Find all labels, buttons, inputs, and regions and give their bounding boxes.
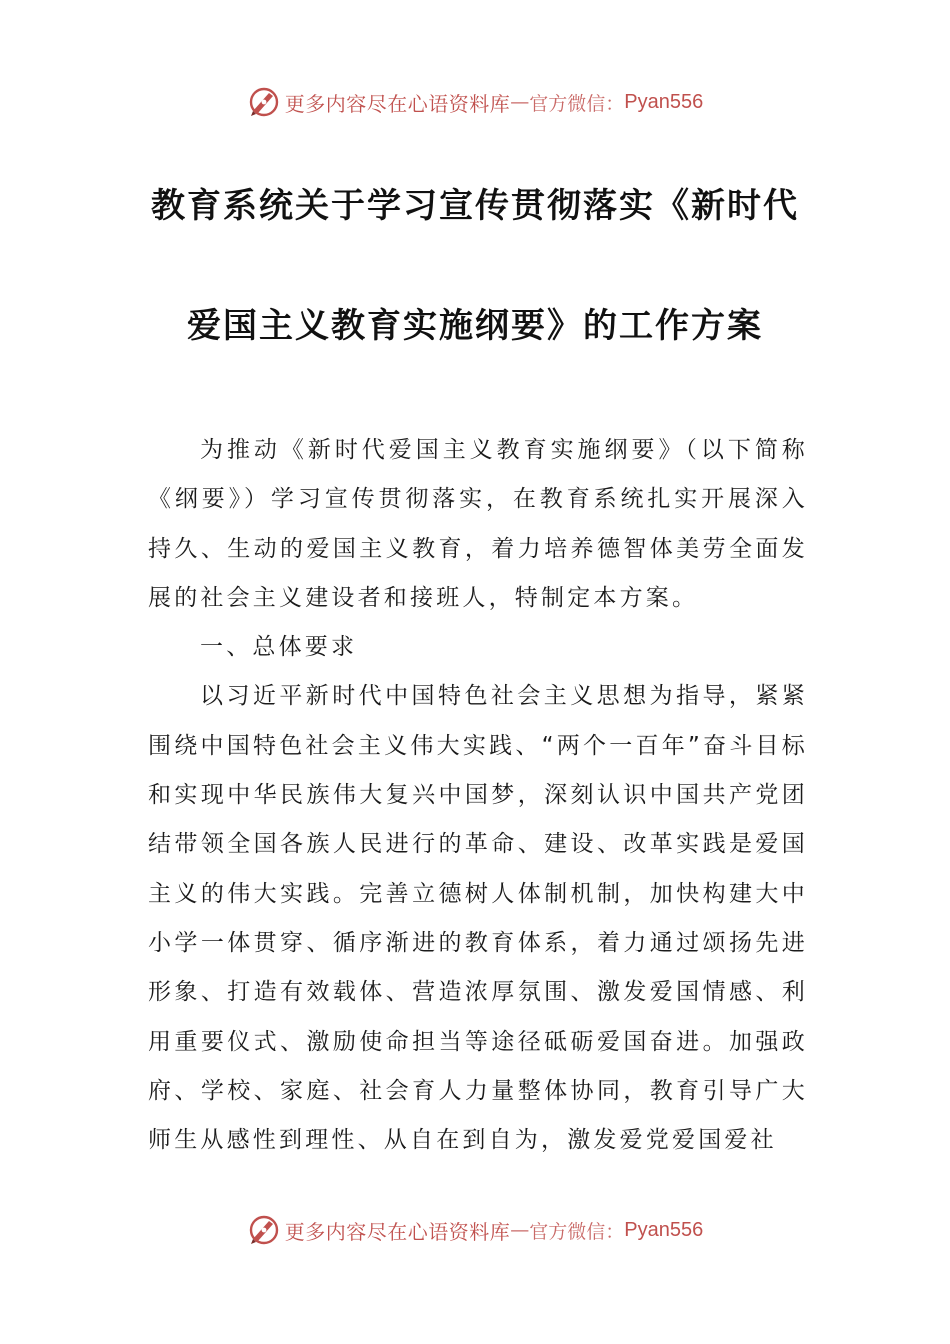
header-banner: [0, 82, 950, 122]
banner-separator: —: [510, 91, 530, 113]
footer-banner: [0, 1210, 950, 1250]
banner-sub: 官方微信：: [529, 92, 625, 115]
doc-title-line-1: 教育系统关于学习宣传贯彻落实《新时代: [151, 186, 799, 226]
paragraph-requirements: 以习近平新时代中国特色社会主义思想为指导，紧紧围绕中国特色社会主义伟大实践、“两个一百年”奋斗目标和实现中华民族伟大复兴中国梦，深刻认识中国共产党团结带领全国各族人民进行的革命、建设、改革实践是爱国主义的伟大实践。完善立德树人体制机制，加快构建大中小学一体贯穿、循序渐进的教育体系，着力通过颂扬先进形象、打造有效载体、营造浓厚氛围、激发爱国情感、利用重要仪式、激励使命担当等途径砥砺爱国奋进。加强政府、学校、家庭、社会育人力量整体协同，教育引导广大师生从感性到理性、从自在到自为，激发爱党爱国爱社: [148, 683, 808, 1154]
section-heading: 一、总体要求: [200, 634, 358, 661]
doc-title-line-2: 爱国主义教育实施纲要》的工作方案: [187, 306, 763, 346]
pen-logo-icon: [247, 1213, 281, 1247]
banner-wechat-id: Pyan556: [624, 90, 704, 113]
paragraph-intro: 为推动《新时代爱国主义教育实施纲要》（以下简称《纲要》）学习宣传贯彻落实，在教育系统扎实开展深入持久、生动的爱国主义教育，着力培养德智体美劳全面发展的社会主义建设者和接班人，特制定本方案。: [148, 437, 808, 611]
banner-text: 更多内容尽在心语资料库: [284, 91, 511, 116]
banner-separator: —: [510, 1219, 530, 1241]
banner-text: 更多内容尽在心语资料库: [284, 1219, 511, 1244]
banner-sub: 官方微信：: [529, 1220, 625, 1243]
banner-wechat-id: Pyan556: [624, 1218, 704, 1241]
document-body: [148, 426, 808, 1165]
pen-logo-icon: [247, 85, 281, 119]
